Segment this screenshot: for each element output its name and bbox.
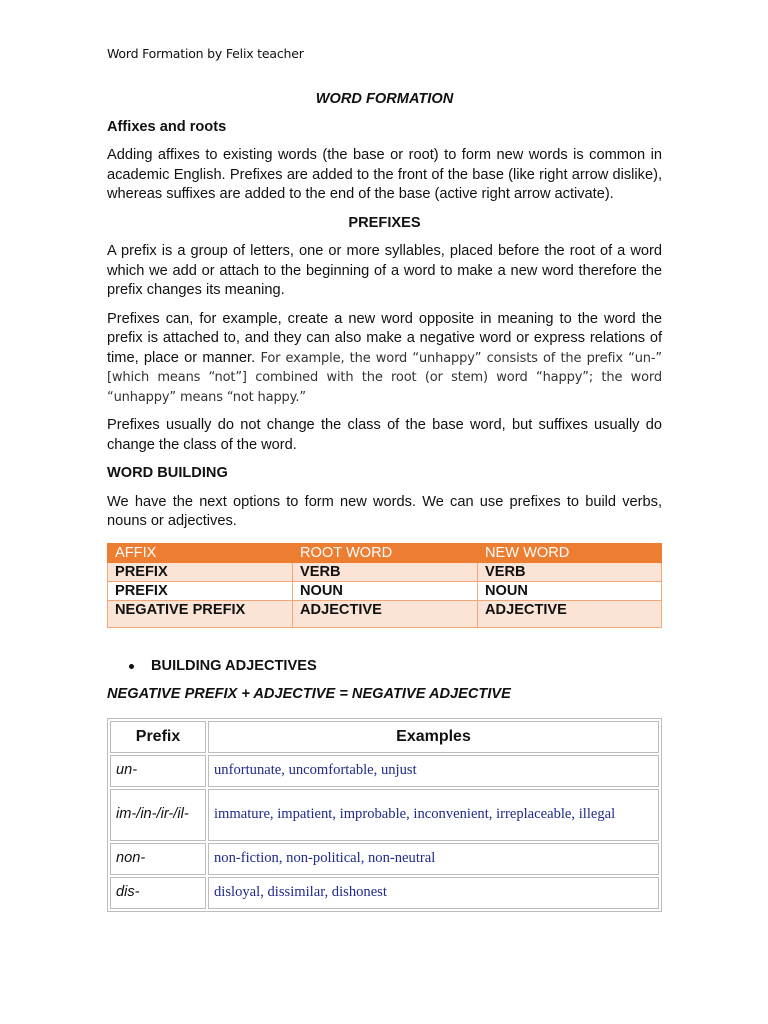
examples-table-row	[110, 755, 659, 787]
section-heading-prefixes: PREFIXES	[348, 214, 421, 231]
paragraph-prefix-examples-main: Prefixes can, for example, create a new word opposite in meaning to the word the prefix is attached to, and they can also make a negative word or express relations of time, place or manner.	[107, 310, 662, 366]
examples-header-cell: Examples	[208, 721, 659, 753]
bullet-label: BUILDING ADJECTIVES	[151, 657, 317, 674]
paragraph-prefix-definition: A prefix is a group of letters, one or more syllables, placed before the root of a word which we add or attach to the beginning of a word to make a new word therefore the prefix changes its meaning.	[107, 243, 662, 298]
paragraph-prefix-examples-unhappy: For example, the word “unhappy” consists of the prefix “un-” [which means “not”] combined with the root (or stem) word “happy”; the word “unhappy” means “not happy.”	[107, 350, 662, 405]
prefix-examples-table	[107, 718, 662, 912]
affix-header-cell: ROOT WORD	[293, 543, 478, 562]
affix-cell: NOUN	[478, 581, 662, 600]
document-title: WORD FORMATION	[315, 91, 454, 107]
affix-cell: PREFIX	[108, 562, 293, 581]
prefix-cell: dis-	[110, 877, 206, 909]
section-heading-word-building: WORD BUILDING	[107, 465, 228, 481]
paragraph-word-building: We have the next options to form new words. We can use prefixes to build verbs, nouns or adjectives.	[107, 493, 662, 529]
paragraph-prefix-examples	[107, 310, 662, 408]
affix-header-cell: NEW WORD	[478, 543, 662, 562]
examples-table-row	[110, 789, 659, 841]
prefix-cell: non-	[110, 843, 206, 875]
document-body	[107, 90, 662, 912]
affix-table	[107, 543, 662, 628]
examples-cell: disloyal, dissimilar, dishonest	[208, 877, 659, 909]
affix-cell: NOUN	[293, 581, 478, 600]
affix-cell: VERB	[293, 562, 478, 581]
affix-cell: PREFIX	[108, 581, 293, 600]
prefix-cell: un-	[110, 755, 206, 787]
examples-header-cell: Prefix	[110, 721, 206, 753]
examples-table-row	[110, 843, 659, 875]
prefix-cell: im-/in-/ir-/il-	[110, 789, 206, 841]
affix-cell: VERB	[478, 562, 662, 581]
affix-table-row	[108, 600, 662, 627]
examples-table-header	[110, 721, 659, 753]
examples-cell: non-fiction, non-political, non-neutral	[208, 843, 659, 875]
paragraph-affixes: Adding affixes to existing words (the base or root) to form new words is common in academic English. Prefixes are added to the front of the base (like right arrow dislike), whereas suffixes are added to the end of the base (active right arrow activate).	[107, 147, 662, 202]
affix-cell: ADJECTIVE	[293, 600, 478, 627]
formula-line: NEGATIVE PREFIX + ADJECTIVE = NEGATIVE ADJECTIVE	[107, 686, 511, 702]
affix-table-row	[108, 581, 662, 600]
affix-header-cell: AFFIX	[108, 543, 293, 562]
affix-cell: ADJECTIVE	[478, 600, 662, 627]
affix-cell: NEGATIVE PREFIX	[108, 600, 293, 627]
paragraph-prefix-class: Prefixes usually do not change the class of the base word, but suffixes usually do change the class of the word.	[107, 417, 662, 453]
section-heading-affixes: Affixes and roots	[107, 118, 227, 135]
affix-table-row	[108, 562, 662, 581]
examples-cell: unfortunate, uncomfortable, unjust	[208, 755, 659, 787]
bullet-building-adjectives	[129, 657, 662, 677]
bullet-dot-icon	[129, 664, 134, 669]
examples-cell: immature, impatient, improbable, inconvenient, irreplaceable, illegal	[208, 789, 659, 841]
affix-table-header	[108, 543, 662, 562]
examples-table-row	[110, 877, 659, 909]
page-header: Word Formation by Felix teacher	[107, 46, 304, 61]
